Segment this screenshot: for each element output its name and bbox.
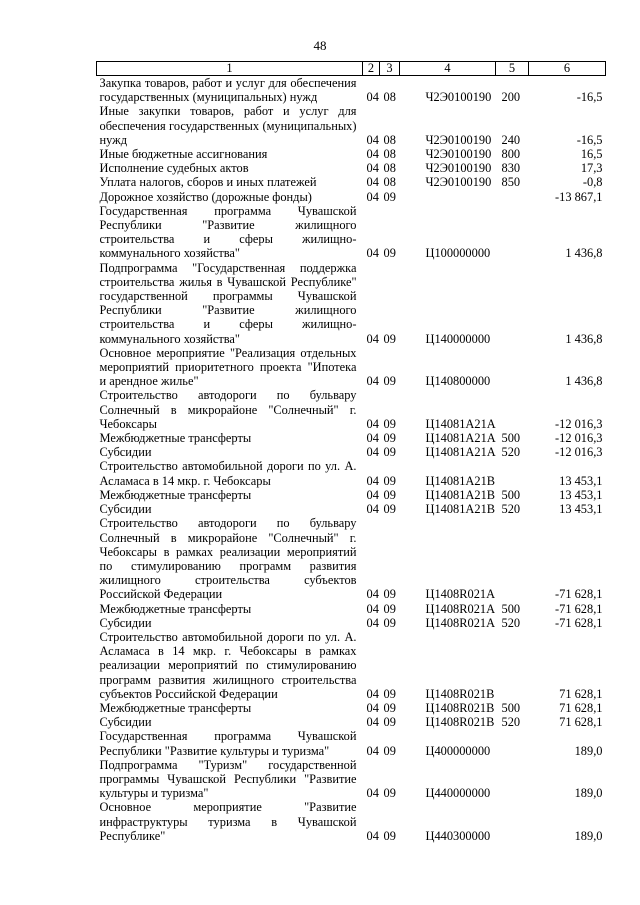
subsection-code: 09 (383, 715, 396, 730)
subsection-code: 09 (383, 189, 396, 204)
table-row (97, 204, 606, 261)
item-name: Субсидии (99, 615, 152, 630)
table-row (97, 516, 606, 601)
target-article-code: Ц14081А21В (425, 487, 496, 502)
table-row (97, 346, 606, 389)
expense-type-code (496, 459, 529, 487)
section-code: 04 (366, 828, 379, 843)
subsection-code: 09 (383, 743, 396, 758)
target-article-code: Ц140800000 (425, 374, 491, 389)
item-name: Межбюджетные трансферты (99, 700, 252, 715)
item-name: Межбюджетные трансферты (99, 601, 252, 616)
amount: 189,0 (574, 828, 603, 843)
item-name: Закупка товаров, работ и услуг для обеспечения государственных (муниципальных) нужд (99, 76, 357, 105)
subsection-code: 08 (383, 175, 396, 190)
item-name: Основное мероприятие "Реализация отдельных мероприятий приоритетного проекта "Ипотека и арендное жилье" (99, 345, 357, 389)
expense-type-code: 240 (501, 132, 521, 147)
target-article-code: Ч2Э0100190 (425, 132, 492, 147)
subsection-code: 09 (383, 828, 396, 843)
expense-type-code: 520 (501, 715, 521, 730)
table-row (97, 104, 606, 147)
expense-type-code (496, 346, 529, 389)
amount: 1 436,8 (565, 374, 603, 389)
target-article-code: Ц14081А21В (425, 473, 496, 488)
item-name: Иные бюджетные ассигнования (99, 147, 268, 162)
amount: 13 453,1 (559, 473, 603, 488)
amount: 13 453,1 (559, 487, 603, 502)
amount: 17,3 (580, 161, 603, 176)
section-code: 04 (366, 331, 379, 346)
item-name: Строительство автодороги по бульвару Солнечный в микрорайоне "Солнечный" г. Чебоксары в рамках реализации мероприятий по стимулированию программ развития жилищного строительства субъектов Российской Федерации (99, 516, 357, 602)
amount: 13 453,1 (559, 502, 603, 517)
table-row (97, 388, 606, 431)
section-code: 04 (366, 686, 379, 701)
column-header-expense-type: 5 (496, 62, 529, 76)
subsection-code: 09 (383, 416, 396, 431)
amount: -16,5 (576, 90, 603, 105)
target-article-code: Ц14081А21А (425, 445, 496, 460)
target-article-code: Ц440000000 (425, 786, 491, 801)
amount: -12 016,3 (555, 416, 603, 431)
amount: 189,0 (574, 786, 603, 801)
column-header-section: 2 (363, 62, 380, 76)
amount: -16,5 (576, 132, 603, 147)
amount: 189,0 (574, 743, 603, 758)
subsection-code: 09 (383, 615, 396, 630)
item-name: Дорожное хозяйство (дорожные фонды) (99, 189, 312, 204)
table-header (97, 62, 606, 76)
target-article-code: Ц440300000 (425, 828, 491, 843)
section-code: 04 (366, 502, 379, 517)
table-row (97, 701, 606, 715)
expense-type-code: 500 (501, 700, 521, 715)
target-article-code (400, 190, 496, 204)
amount: 71 628,1 (559, 700, 603, 715)
section-code: 04 (366, 587, 379, 602)
item-name: Субсидии (99, 502, 152, 517)
target-article-code: Ц14081А21В (425, 502, 496, 517)
table-row (97, 161, 606, 175)
subsection-code: 09 (383, 473, 396, 488)
column-header-target-article: 4 (400, 62, 496, 76)
section-code: 04 (366, 175, 379, 190)
amount: 71 628,1 (559, 686, 603, 701)
subsection-code: 09 (383, 246, 396, 261)
amount: -13 867,1 (555, 189, 603, 204)
target-article-code: Ч2Э0100190 (425, 175, 492, 190)
table-row (97, 729, 606, 757)
expense-type-code (496, 800, 529, 843)
amount: -71 628,1 (555, 587, 603, 602)
item-name: Основное мероприятие "Развитие инфраструктуры туризма в Чувашской Республике" (99, 800, 357, 843)
amount: -12 016,3 (555, 445, 603, 460)
item-name: Подпрограмма "Государственная поддержка строительства жилья в Чувашской Республике" государственной программы Чувашской Республики "Развитие жилищного строительства и сферы жилищно-коммунального хозяйства" (99, 260, 357, 346)
subsection-code: 09 (383, 686, 396, 701)
table-row (97, 488, 606, 502)
expense-type-code: 520 (501, 502, 521, 517)
expense-type-code: 520 (501, 445, 521, 460)
header-row (97, 62, 606, 76)
target-article-code: Ц1408R021В (425, 686, 495, 701)
section-code: 04 (366, 601, 379, 616)
subsection-code: 08 (383, 90, 396, 105)
expense-type-code (496, 204, 529, 261)
table-row (97, 758, 606, 801)
target-article-code: Ц1408R021А (425, 587, 496, 602)
expense-type-code: 520 (501, 615, 521, 630)
amount: 16,5 (580, 147, 603, 162)
section-code: 04 (366, 487, 379, 502)
section-code: 04 (366, 132, 379, 147)
section-code: 04 (366, 700, 379, 715)
target-article-code: Ц1408R021А (425, 615, 496, 630)
table-row (97, 76, 606, 105)
table-row (97, 175, 606, 189)
table-row (97, 445, 606, 459)
expense-type-code (496, 388, 529, 431)
expense-type-code (496, 190, 529, 204)
subsection-code: 09 (383, 331, 396, 346)
table-row (97, 630, 606, 701)
expense-type-code: 500 (501, 601, 521, 616)
table-row (97, 715, 606, 729)
expense-type-code (496, 516, 529, 601)
target-article-code: Ц14081А21А (425, 416, 496, 431)
item-name: Государственная программа Чувашской Республики "Развитие культуры и туризма" (99, 729, 357, 758)
item-name: Межбюджетные трансферты (99, 487, 252, 502)
target-article-code: Ц1408R021В (425, 700, 495, 715)
section-code: 04 (366, 147, 379, 162)
expense-type-code: 500 (501, 431, 521, 446)
amount: -71 628,1 (555, 615, 603, 630)
section-code: 04 (366, 416, 379, 431)
subsection-code: 08 (383, 147, 396, 162)
subsection-code: 09 (383, 374, 396, 389)
item-name: Иные закупки товаров, работ и услуг для обеспечения государственных (муниципальных) нужд (99, 104, 357, 147)
subsection-code: 08 (383, 161, 396, 176)
section-code: 04 (366, 473, 379, 488)
expense-type-code: 830 (501, 161, 521, 176)
target-article-code: Ч2Э0100190 (425, 161, 492, 176)
table-row (97, 190, 606, 204)
section-code: 04 (366, 743, 379, 758)
table-row (97, 459, 606, 487)
target-article-code: Ц1408R021В (425, 715, 495, 730)
item-name: Межбюджетные трансферты (99, 431, 252, 446)
subsection-code: 09 (383, 502, 396, 517)
expense-type-code (496, 261, 529, 346)
item-name: Подпрограмма "Туризм" государственной программы Чувашской Республики "Развитие культуры и туризма" (99, 757, 357, 801)
amount: -0,8 (582, 175, 603, 190)
table-row (97, 502, 606, 516)
expense-type-code (496, 630, 529, 701)
table-row (97, 800, 606, 843)
section-code: 04 (366, 90, 379, 105)
item-name: Уплата налогов, сборов и иных платежей (99, 175, 317, 190)
item-name: Субсидии (99, 715, 152, 730)
section-code: 04 (366, 715, 379, 730)
item-name: Государственная программа Чувашской Республики "Развитие жилищного строительства и сферы жилищно-коммунального хозяйства" (99, 203, 357, 261)
target-article-code: Ц400000000 (425, 743, 491, 758)
page-number: 48 (313, 38, 327, 53)
subsection-code: 08 (383, 132, 396, 147)
section-code: 04 (366, 161, 379, 176)
expense-type-code (496, 758, 529, 801)
table-row (97, 431, 606, 445)
amount: 1 436,8 (565, 246, 603, 261)
section-code: 04 (366, 246, 379, 261)
amount: 1 436,8 (565, 331, 603, 346)
budget-table (96, 61, 606, 843)
expense-type-code: 200 (501, 90, 521, 105)
item-name: Строительство автомобильной дороги по ул. А. Асламаса в 14 мкр. г. Чебоксары (99, 459, 357, 488)
section-code: 04 (366, 445, 379, 460)
table-row (97, 602, 606, 616)
section-code: 04 (366, 786, 379, 801)
item-name: Субсидии (99, 445, 152, 460)
section-code: 04 (366, 189, 379, 204)
amount: -12 016,3 (555, 431, 603, 446)
subsection-code: 09 (383, 700, 396, 715)
target-article-code: Ц1408R021А (425, 601, 496, 616)
subsection-code: 09 (383, 487, 396, 502)
section-code: 04 (366, 615, 379, 630)
subsection-code: 09 (383, 601, 396, 616)
subsection-code: 09 (383, 786, 396, 801)
expense-type-code: 500 (501, 487, 521, 502)
column-header-amount: 6 (529, 62, 606, 76)
subsection-code: 09 (383, 587, 396, 602)
target-article-code: Ц100000000 (425, 246, 491, 261)
expense-type-code: 850 (501, 175, 521, 190)
expense-type-code: 800 (501, 147, 521, 162)
target-article-code: Ч2Э0100190 (425, 147, 492, 162)
column-header-name: 1 (97, 62, 363, 76)
table-row (97, 616, 606, 630)
table-body (97, 76, 606, 843)
item-name: Строительство автодороги по бульвару Солнечный в микрорайоне "Солнечный" г. Чебоксары (99, 388, 357, 431)
expense-type-code (496, 729, 529, 757)
target-article-code: Ц14081А21А (425, 431, 496, 446)
table-row (97, 147, 606, 161)
target-article-code: Ч2Э0100190 (425, 90, 492, 105)
subsection-code: 09 (383, 445, 396, 460)
section-code: 04 (366, 431, 379, 446)
item-name: Строительство автомобильной дороги по ул. А. Асламаса в 14 мкр. г. Чебоксары в рамках реализации мероприятий по стимулированию программ развития жилищного строительства субъектов Российской Федерации (99, 629, 357, 701)
subsection-code: 09 (383, 431, 396, 446)
item-name: Исполнение судебных актов (99, 161, 249, 176)
table-row (97, 261, 606, 346)
column-header-subsection: 3 (380, 62, 400, 76)
target-article-code: Ц140000000 (425, 331, 491, 346)
section-code: 04 (366, 374, 379, 389)
amount: 71 628,1 (559, 715, 603, 730)
amount: -71 628,1 (555, 601, 603, 616)
